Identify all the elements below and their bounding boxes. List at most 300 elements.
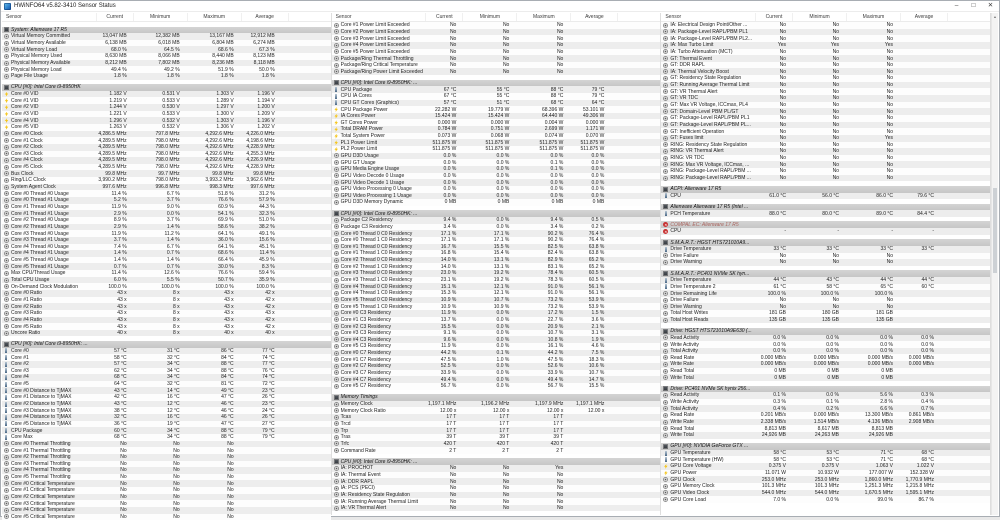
sensor-label: Core #4 C7 Residency: [340, 376, 391, 383]
sensor-row[interactable]: [332, 383, 661, 390]
sensor-row[interactable]: [332, 277, 661, 284]
sensor-row[interactable]: [2, 170, 331, 177]
sensor-group-header[interactable]: [661, 386, 990, 393]
sensor-row[interactable]: [661, 175, 990, 182]
gauge-icon: [334, 415, 339, 420]
sensor-row[interactable]: [332, 472, 661, 479]
sensor-row[interactable]: [661, 168, 990, 175]
value-maximum: 1.303 V: [216, 91, 234, 98]
sensor-row[interactable]: [661, 412, 990, 419]
sensor-row[interactable]: [661, 35, 990, 42]
value-maximum: 47.5 %: [547, 356, 564, 363]
value-minimum: No: [832, 55, 840, 62]
sensor-row[interactable]: [661, 253, 990, 260]
value-current: 100.0 %: [767, 290, 787, 297]
sensor-row[interactable]: [2, 244, 331, 251]
sensor-row[interactable]: [2, 97, 331, 104]
sensor-row[interactable]: [2, 290, 331, 297]
sensor-row[interactable]: [2, 250, 331, 257]
sensor-row[interactable]: [332, 224, 661, 231]
sensor-row[interactable]: [661, 142, 990, 149]
sensor-row[interactable]: [661, 284, 990, 291]
column-header-maximum[interactable]: Maximum: [188, 13, 242, 21]
sensor-row[interactable]: [332, 407, 661, 414]
sensor-row[interactable]: [661, 62, 990, 69]
sensor-row[interactable]: [332, 485, 661, 492]
sensor-group-header[interactable]: [661, 186, 990, 193]
sensor-row[interactable]: [332, 35, 661, 42]
value-maximum: 43 x: [224, 323, 234, 330]
sensor-row[interactable]: [661, 392, 990, 399]
sensor-row[interactable]: [661, 68, 990, 75]
sensor-row[interactable]: [2, 394, 331, 401]
sensor-label: Core #5 Power Limit Exceeded: [340, 48, 410, 55]
sensor-row[interactable]: [2, 407, 331, 414]
sensor-row[interactable]: [332, 323, 661, 330]
device-icon: [663, 187, 668, 192]
sensor-row[interactable]: [332, 401, 661, 408]
sensor-row[interactable]: [661, 483, 990, 490]
gauge-icon: [4, 231, 9, 236]
sensor-row[interactable]: [332, 217, 661, 224]
sensor-row[interactable]: [2, 137, 331, 144]
sensor-row[interactable]: [661, 102, 990, 109]
sensor-row[interactable]: [661, 456, 990, 463]
sensor-group-header[interactable]: [661, 204, 990, 211]
sensor-row[interactable]: [332, 159, 661, 166]
sensor-row[interactable]: [661, 277, 990, 284]
sensor-row[interactable]: [332, 126, 661, 133]
sensor-row[interactable]: [2, 46, 331, 53]
sensor-row[interactable]: [661, 405, 990, 412]
sensor-row[interactable]: [332, 441, 661, 448]
value-minimum: 0.0 %: [166, 210, 180, 217]
sensor-row[interactable]: [332, 257, 661, 264]
sensor-row[interactable]: [661, 193, 990, 200]
sensor-row[interactable]: [332, 434, 661, 441]
sensor-row[interactable]: [2, 354, 331, 361]
sensor-row[interactable]: [661, 122, 990, 129]
sensor-row[interactable]: [332, 199, 661, 206]
sensor-row[interactable]: [332, 146, 661, 153]
value-minimum: 13.1 %: [493, 263, 510, 270]
sensor-row[interactable]: [332, 186, 661, 193]
sensor-group-header[interactable]: [661, 270, 990, 277]
sensor-row[interactable]: [661, 49, 990, 56]
sensor-row[interactable]: [2, 467, 331, 474]
sensor-label: Drive Temperature 2: [670, 283, 716, 290]
sensor-group-header[interactable]: [661, 443, 990, 450]
sensor-row[interactable]: [661, 374, 990, 381]
sensor-row[interactable]: [2, 144, 331, 151]
sensor-row[interactable]: [661, 317, 990, 324]
sensor-row[interactable]: [2, 381, 331, 388]
column-header-current[interactable]: Current: [426, 13, 463, 21]
column-header-minimum[interactable]: Minimum: [463, 13, 517, 21]
sensor-row[interactable]: [332, 106, 661, 113]
sensor-row[interactable]: [661, 148, 990, 155]
value-minimum: 0.0 %: [496, 192, 510, 199]
sensor-row[interactable]: [332, 303, 661, 310]
sensor-row[interactable]: [661, 55, 990, 62]
sensor-row[interactable]: [332, 29, 661, 36]
column-header-sensor[interactable]: Sensor: [661, 13, 756, 21]
sensor-row[interactable]: [2, 494, 331, 501]
value-current: 62 °C: [114, 367, 127, 374]
sensor-row[interactable]: [2, 197, 331, 204]
sensor-row[interactable]: [332, 193, 661, 200]
sensor-label: Core #0 C3 Residency: [340, 310, 391, 317]
value-current: 43 °C: [114, 387, 127, 394]
sensor-row[interactable]: [332, 414, 661, 421]
column-header-average[interactable]: Average: [901, 13, 948, 21]
sensor-row[interactable]: [332, 62, 661, 69]
sensor-row[interactable]: [2, 224, 331, 231]
gauge-icon: [663, 122, 668, 127]
sensor-row[interactable]: [661, 135, 990, 142]
sensor-row[interactable]: [2, 164, 331, 171]
value-current: 5.2 %: [113, 197, 127, 204]
sensor-row[interactable]: [2, 414, 331, 421]
sensor-row[interactable]: [661, 95, 990, 102]
sensor-row[interactable]: [2, 270, 331, 277]
sensor-row[interactable]: [2, 348, 331, 355]
sensor-row[interactable]: [2, 387, 331, 394]
maximize-button[interactable]: □: [971, 1, 976, 9]
sensor-row[interactable]: [2, 111, 331, 118]
close-button[interactable]: ✕: [987, 1, 994, 9]
value-average: 100.0 %: [256, 283, 275, 290]
sensor-row[interactable]: [661, 348, 990, 355]
sensor-row[interactable]: [2, 297, 331, 304]
sensor-row[interactable]: [2, 454, 331, 461]
sensor-row[interactable]: [2, 421, 331, 428]
sensor-row[interactable]: [2, 283, 331, 290]
sensor-row[interactable]: [2, 131, 331, 138]
sensor-row[interactable]: [2, 66, 331, 73]
sensor-row[interactable]: [661, 419, 990, 426]
gauge-icon: [334, 317, 339, 322]
minimize-button[interactable]: –: [954, 1, 959, 9]
sensor-row[interactable]: [332, 133, 661, 140]
value-average: 42 x: [265, 296, 275, 303]
sensor-row[interactable]: [661, 88, 990, 95]
sensor-row[interactable]: [332, 290, 661, 297]
value-current: 0.201 MB/s: [760, 412, 787, 419]
sensor-row[interactable]: [661, 29, 990, 36]
sensor-row[interactable]: [332, 153, 661, 160]
sensor-row[interactable]: [661, 399, 990, 406]
sensor-row[interactable]: [661, 290, 990, 297]
sensor-row[interactable]: [2, 73, 331, 80]
sensor-row[interactable]: [332, 465, 661, 472]
value-current: 511.875 W: [432, 139, 457, 146]
value-average: 57.9 %: [259, 197, 275, 204]
value-maximum: 88 °C: [221, 434, 234, 441]
sensor-row[interactable]: [2, 190, 331, 197]
value-current: 4,289.5 MHz: [98, 137, 127, 144]
sensor-row[interactable]: [2, 230, 331, 237]
value-minimum: 31 °C: [167, 347, 180, 354]
sensor-row[interactable]: [661, 354, 990, 361]
sensor-row[interactable]: [332, 330, 661, 337]
sensor-row[interactable]: [332, 447, 661, 454]
sensor-row[interactable]: [332, 478, 661, 485]
value-current: No: [779, 55, 787, 62]
sensor-row[interactable]: [332, 263, 661, 270]
sensor-group-header[interactable]: [2, 341, 331, 348]
sensor-row[interactable]: [332, 317, 661, 324]
sensor-row[interactable]: [2, 441, 331, 448]
sensor-row[interactable]: [332, 343, 661, 350]
sensor-row[interactable]: [661, 42, 990, 49]
sensor-row[interactable]: [2, 210, 331, 217]
sensor-row[interactable]: [2, 217, 331, 224]
sensor-row[interactable]: [661, 155, 990, 162]
value-average: 6,274 MB: [253, 40, 275, 47]
gauge-icon: [4, 304, 9, 309]
sensor-row[interactable]: [2, 204, 331, 211]
sensor-row[interactable]: [332, 119, 661, 126]
sensor-row[interactable]: [2, 53, 331, 60]
sensor-row[interactable]: [661, 463, 990, 470]
sensor-group-header[interactable]: [332, 394, 661, 401]
gauge-icon: [663, 109, 668, 114]
sensor-row[interactable]: [332, 310, 661, 317]
sensor-row[interactable]: [332, 100, 661, 107]
sensor-row[interactable]: [2, 303, 331, 310]
sensor-row[interactable]: [2, 480, 331, 487]
sensor-row[interactable]: [2, 124, 331, 131]
sensor-row[interactable]: [661, 297, 990, 304]
sensor-row[interactable]: [661, 161, 990, 168]
value-minimum: No: [832, 102, 840, 108]
value-average: 1.5 %: [591, 310, 605, 317]
sensor-row[interactable]: [332, 283, 661, 290]
column-header-current[interactable]: Current: [756, 13, 793, 21]
sensor-group-header[interactable]: [2, 84, 331, 91]
value-minimum: No: [173, 454, 180, 461]
sensor-group-header[interactable]: [332, 458, 661, 465]
sensor-row[interactable]: [661, 22, 990, 29]
sensor-row[interactable]: [332, 250, 661, 257]
sensor-row[interactable]: [2, 434, 331, 441]
sensor-row[interactable]: [661, 210, 990, 217]
sensor-row[interactable]: [2, 514, 331, 520]
gauge-icon: [4, 171, 9, 176]
sensor-row[interactable]: [2, 447, 331, 454]
sensor-row[interactable]: [2, 277, 331, 284]
sensor-row[interactable]: [332, 356, 661, 363]
sensor-row[interactable]: [332, 22, 661, 29]
sensor-row[interactable]: [2, 237, 331, 244]
sensor-row[interactable]: [2, 157, 331, 164]
sensor-label: Write Total: [670, 374, 694, 381]
sensor-row[interactable]: [332, 139, 661, 146]
sensor-row[interactable]: [661, 341, 990, 348]
sensor-row[interactable]: [2, 257, 331, 264]
sensor-row[interactable]: [661, 246, 990, 253]
scroll-up-icon[interactable]: ▲: [993, 15, 997, 19]
sensor-row[interactable]: [332, 363, 661, 370]
sensor-row[interactable]: [332, 427, 661, 434]
sensor-row[interactable]: [2, 374, 331, 381]
vertical-scrollbar[interactable]: [991, 13, 998, 515]
sensor-group-header[interactable]: [332, 210, 661, 217]
sensor-label: GPU Power: [670, 470, 697, 477]
sensor-row[interactable]: [332, 297, 661, 304]
sensor-row[interactable]: [332, 336, 661, 343]
value-maximum: No: [886, 108, 894, 115]
value-minimum: 0.000 MB/s: [813, 412, 840, 419]
sensor-label: Core #1 Thread #0 Usage: [11, 203, 69, 210]
sensor-row[interactable]: [661, 108, 990, 115]
gauge-icon: [334, 304, 339, 309]
sensor-row[interactable]: [661, 432, 990, 439]
sensor-row[interactable]: [332, 42, 661, 49]
sensor-row[interactable]: [2, 487, 331, 494]
sensor-row[interactable]: [2, 310, 331, 317]
value-average: 0.0 %: [591, 152, 605, 159]
value-maximum: 420 T: [550, 440, 564, 447]
value-minimum: 0.0 %: [496, 310, 510, 317]
sensor-row[interactable]: [332, 86, 661, 93]
sensor-row[interactable]: [332, 49, 661, 56]
value-current: 0.3 %: [773, 399, 787, 406]
sensor-row[interactable]: [332, 55, 661, 62]
sensor-group-header[interactable]: [661, 221, 990, 228]
sensor-row[interactable]: [661, 450, 990, 457]
sensor-row[interactable]: [2, 151, 331, 158]
sensor-row[interactable]: [332, 244, 661, 251]
sensor-row[interactable]: [332, 93, 661, 100]
sensor-row[interactable]: [2, 117, 331, 124]
value-minimum: No: [502, 28, 510, 35]
sensor-label: Trfc: [340, 440, 350, 447]
sensor-row[interactable]: [2, 500, 331, 507]
sensor-row[interactable]: [2, 60, 331, 67]
sensor-row[interactable]: [332, 237, 661, 244]
sensor-row[interactable]: [661, 75, 990, 82]
sensor-row[interactable]: [661, 115, 990, 122]
sensor-row[interactable]: [2, 361, 331, 368]
sensor-row[interactable]: [661, 425, 990, 432]
sensor-row[interactable]: [332, 166, 661, 173]
sensor-group-header[interactable]: [661, 328, 990, 335]
column-header-minimum[interactable]: Minimum: [134, 13, 188, 21]
value-maximum: No: [886, 121, 894, 128]
column-header-maximum[interactable]: Maximum: [847, 13, 901, 21]
sensor-row[interactable]: [661, 490, 990, 497]
value-current: No: [779, 48, 787, 55]
sensor-row[interactable]: [2, 33, 331, 40]
sensor-row[interactable]: [661, 470, 990, 477]
column-header-current[interactable]: Current: [97, 13, 134, 21]
value-current: 11.9 %: [111, 203, 127, 210]
sensor-row[interactable]: [332, 505, 661, 512]
value-minimum: No: [502, 478, 510, 485]
gauge-icon: [4, 41, 9, 46]
value-minimum: 8 x: [173, 330, 180, 337]
sensor-row[interactable]: [332, 350, 661, 357]
sensor-row[interactable]: [2, 368, 331, 375]
sensor-row[interactable]: [332, 270, 661, 277]
sensor-row[interactable]: [2, 177, 331, 184]
sensor-row[interactable]: [332, 421, 661, 428]
sensor-row[interactable]: [2, 427, 331, 434]
sensor-row[interactable]: [661, 259, 990, 266]
sensor-row[interactable]: [332, 492, 661, 499]
sensor-row[interactable]: [661, 496, 990, 503]
sensor-label: GPU Clock: [670, 476, 696, 483]
sensor-label: Write Rate: [670, 419, 694, 426]
sensor-row[interactable]: [332, 113, 661, 120]
sensor-row[interactable]: [332, 173, 661, 180]
gauge-icon: [4, 271, 9, 276]
value-current: 6.0 %: [113, 277, 127, 284]
sensor-row[interactable]: [2, 507, 331, 514]
sensor-row[interactable]: [2, 330, 331, 337]
sensor-group-header[interactable]: [661, 239, 990, 246]
value-maximum: No: [556, 471, 564, 478]
sensor-row[interactable]: [332, 370, 661, 377]
gauge-icon: [334, 271, 339, 276]
sensor-row[interactable]: [661, 128, 990, 135]
sensor-row[interactable]: [661, 368, 990, 375]
sensor-row[interactable]: [2, 184, 331, 191]
sensor-label: Core #5 Distance to TjMAX: [11, 420, 72, 427]
sensor-row[interactable]: [661, 82, 990, 89]
sensor-row[interactable]: [332, 179, 661, 186]
sensor-row[interactable]: [2, 263, 331, 270]
sensor-row[interactable]: [661, 303, 990, 310]
column-header-sensor[interactable]: Sensor: [2, 13, 97, 21]
sensor-row[interactable]: [661, 335, 990, 342]
sensor-row[interactable]: [2, 461, 331, 468]
sensor-row[interactable]: [661, 228, 990, 235]
value-minimum: 8 x: [173, 290, 180, 297]
sensor-row[interactable]: [332, 376, 661, 383]
column-header-minimum[interactable]: Minimum: [793, 13, 847, 21]
column-header-maximum[interactable]: Maximum: [517, 13, 571, 21]
sensor-row[interactable]: [332, 68, 661, 75]
column-header-sensor[interactable]: Sensor: [332, 13, 427, 21]
value-current: 61 °C: [773, 283, 787, 290]
sensor-row[interactable]: [2, 474, 331, 481]
sensor-row[interactable]: [2, 91, 331, 98]
sensor-row[interactable]: [2, 317, 331, 324]
gauge-icon: [4, 461, 9, 466]
sensor-group-header[interactable]: [332, 80, 661, 87]
power-icon: [334, 127, 339, 132]
sensor-row[interactable]: [661, 310, 990, 317]
sensor-row[interactable]: [332, 498, 661, 505]
sensor-label: Drive Failure: [670, 297, 699, 304]
sensor-row[interactable]: [332, 230, 661, 237]
sensor-row[interactable]: [661, 476, 990, 483]
sensor-row[interactable]: [2, 104, 331, 111]
sensor-label: Read Total: [670, 425, 695, 432]
column-header-average[interactable]: Average: [242, 13, 289, 21]
scrollbar-thumb[interactable]: [993, 188, 997, 273]
gauge-icon: [4, 297, 9, 302]
sensor-group-header[interactable]: [2, 27, 331, 34]
sensor-row[interactable]: [2, 40, 331, 47]
sensor-row[interactable]: [661, 361, 990, 368]
sensor-row[interactable]: [2, 323, 331, 330]
sensor-row[interactable]: [2, 401, 331, 408]
column-header-average[interactable]: Average: [571, 13, 618, 21]
